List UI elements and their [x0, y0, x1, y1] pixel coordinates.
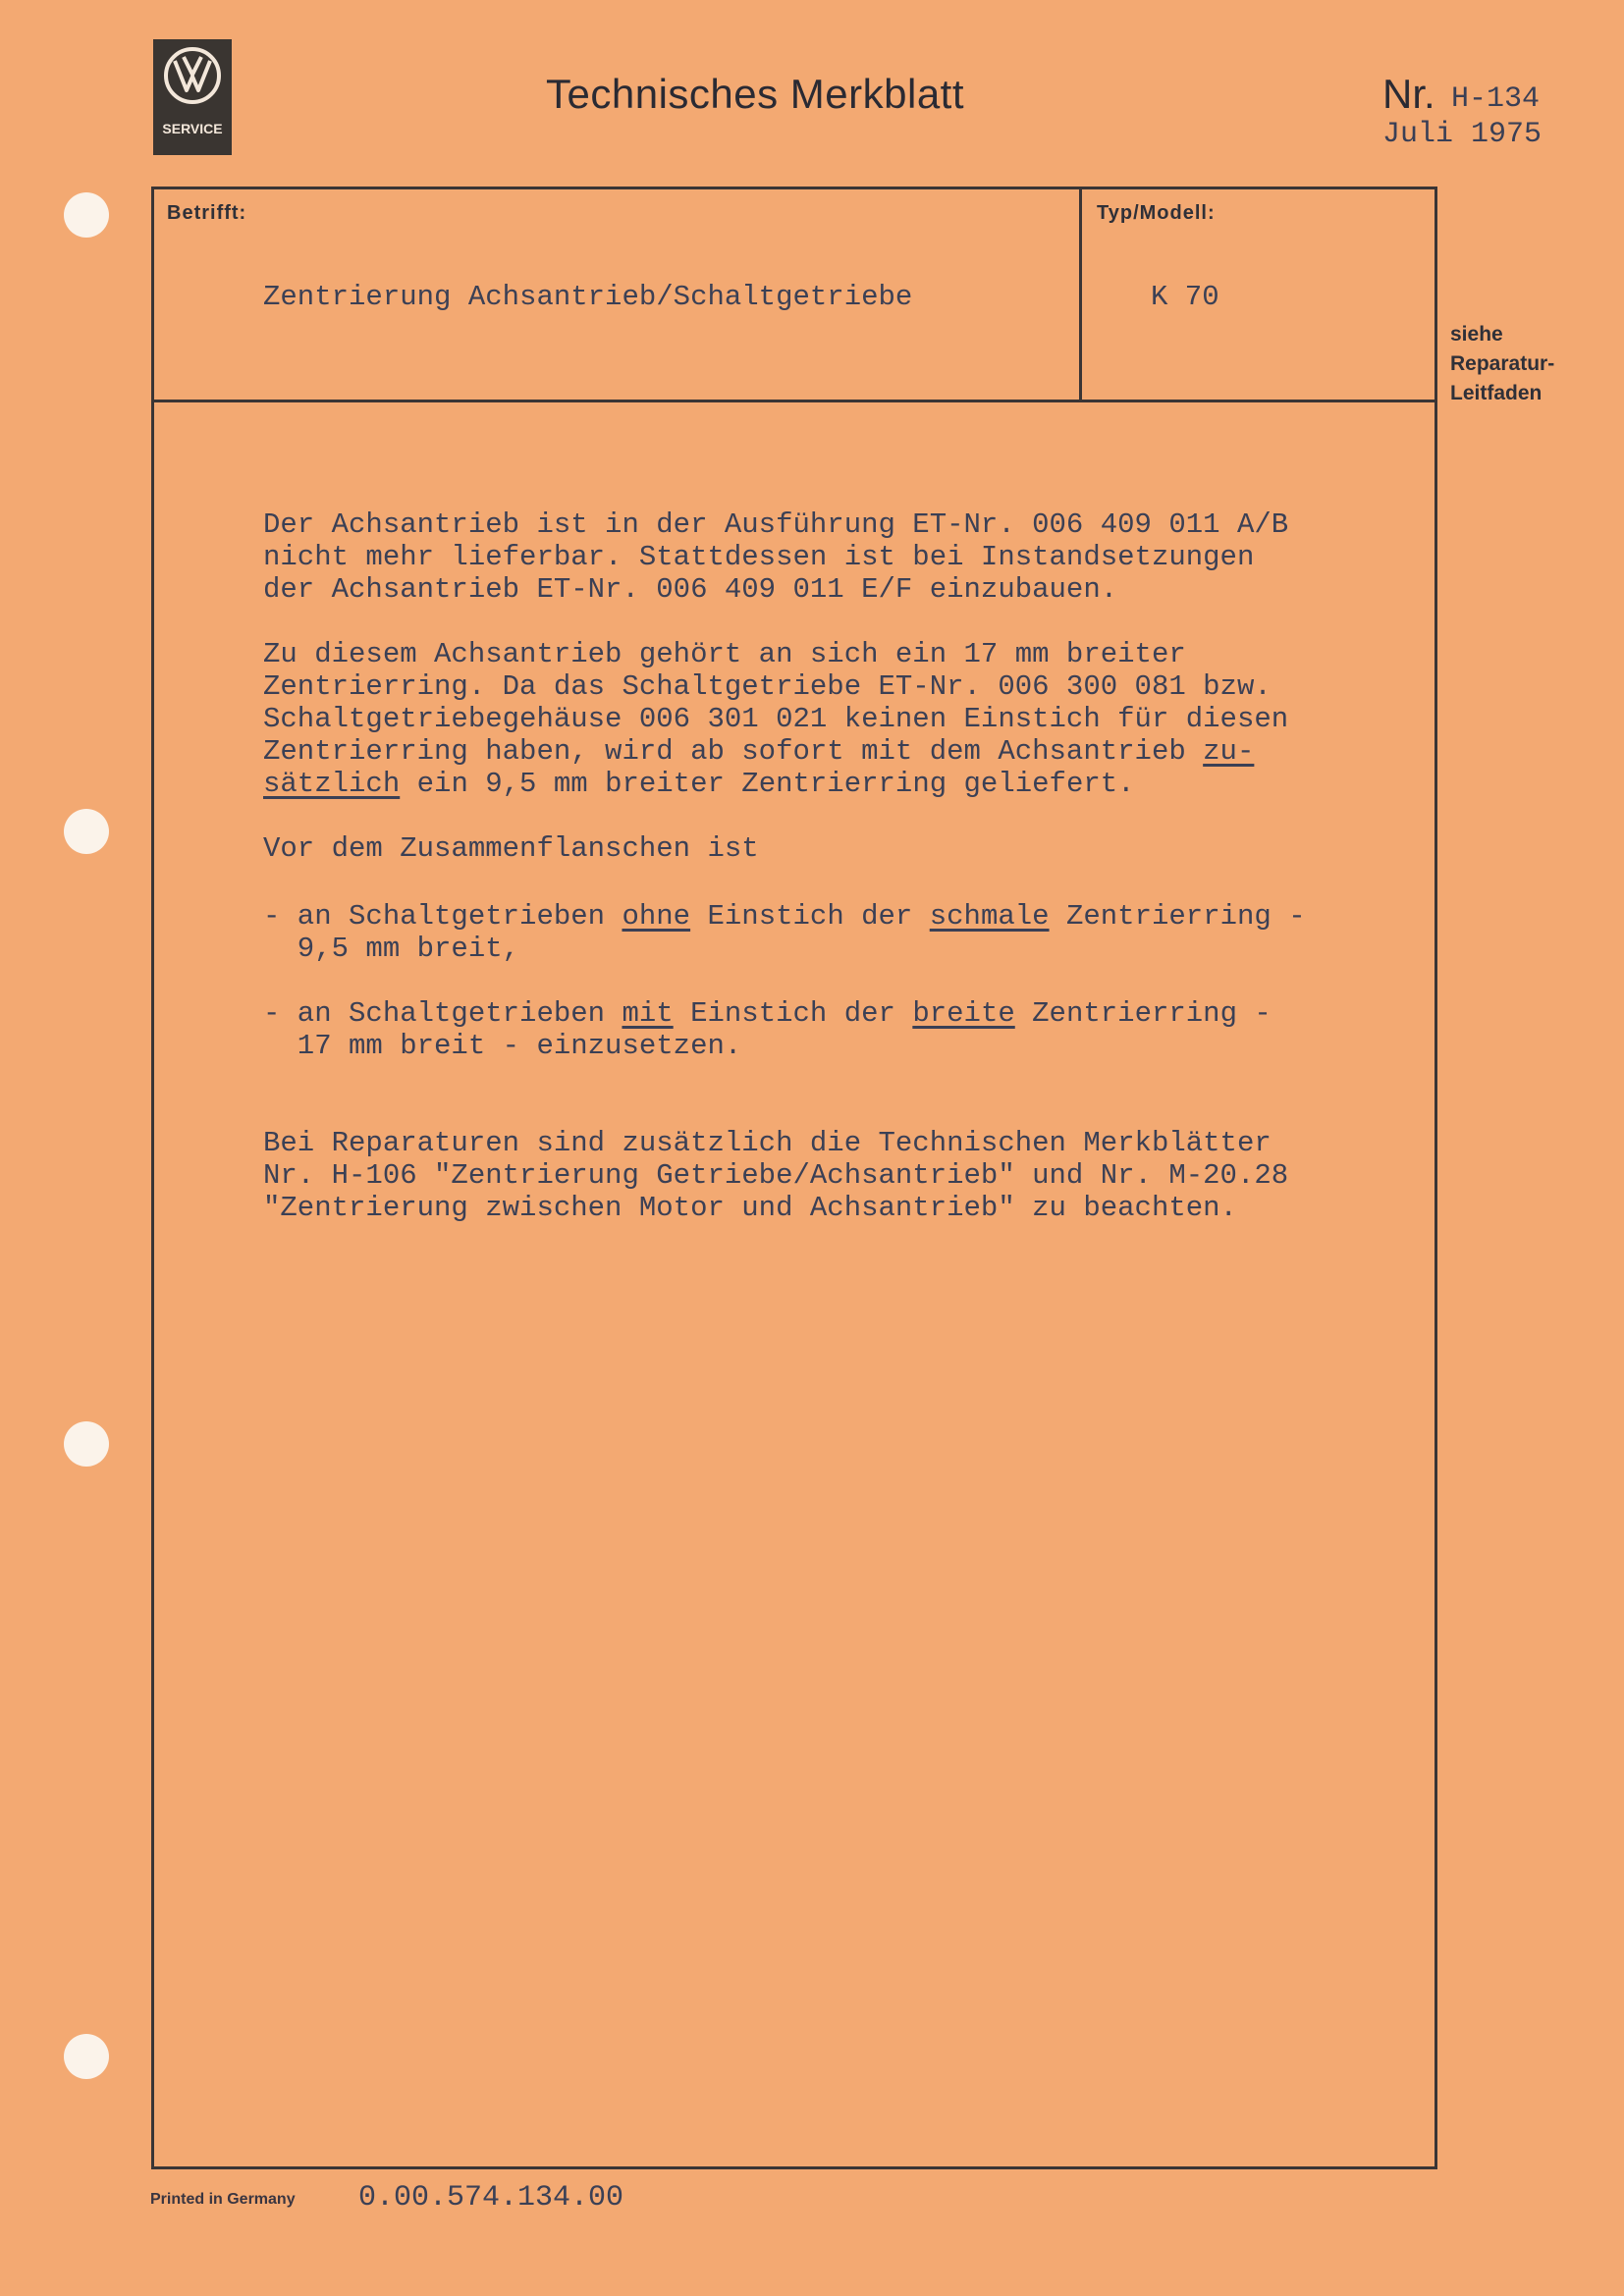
body-text	[263, 508, 1382, 1224]
punch-hole-2	[64, 809, 109, 854]
body-line: Zu diesem Achsantrieb gehört an sich ein 17 mm breiter	[263, 638, 1186, 670]
page-title: Technisches Merkblatt	[546, 71, 965, 117]
bullet-line: 9,5 mm breit,	[263, 933, 520, 965]
subject-label: Betrifft:	[167, 202, 247, 224]
body-text-span: Zentrierring -	[1014, 997, 1272, 1030]
body-text-span: Zentrierring -	[1049, 900, 1306, 933]
underlined-word: breite	[912, 997, 1015, 1030]
body-text-span: Einstich der	[673, 997, 913, 1030]
body-line	[263, 735, 1382, 768]
side-note	[1450, 320, 1554, 408]
printed-in-germany: Printed in Germany	[150, 2191, 296, 2208]
underlined-word: schmale	[929, 900, 1050, 933]
issue-date: Juli 1975	[1382, 118, 1543, 151]
subject-value: Zentrierung Achsantrieb/Schaltgetriebe	[263, 281, 913, 313]
body-text-span: Zentrierring haben, wird ab sofort mit dem Achsantrieb	[263, 735, 1204, 768]
underlined-word: zu-	[1203, 735, 1255, 768]
body-line: "Zentrierung zwischen Motor und Achsantrieb" zu beachten.	[263, 1192, 1237, 1224]
underlined-word: mit	[622, 997, 674, 1030]
body-text-span: ein 9,5 mm breiter Zentrierring geliefert.	[400, 768, 1135, 800]
side-note-line: siehe	[1450, 323, 1503, 346]
column-divider	[1079, 187, 1082, 401]
bullet-line	[263, 997, 1382, 1030]
punch-hole-3	[64, 1421, 109, 1467]
underlined-word: ohne	[622, 900, 691, 933]
side-note-line: Leitfaden	[1450, 382, 1543, 404]
nr-value: H-134	[1451, 82, 1541, 116]
bullet-line	[263, 900, 1382, 933]
body-line: Zentrierring. Da das Schaltgetriebe ET-Nr. 006 300 081 bzw.	[263, 670, 1272, 703]
document-number: 0.00.574.134.00	[358, 2181, 624, 2215]
body-line: Der Achsantrieb ist in der Ausführung ET-Nr. 006 409 011 A/B	[263, 508, 1289, 541]
body-text-span: - an Schaltgetrieben	[263, 900, 623, 933]
side-note-line: Reparatur-	[1450, 352, 1555, 375]
model-label: Typ/Modell:	[1097, 202, 1216, 224]
body-line: Nr. H-106 "Zentrierung Getriebe/Achsantrieb" und Nr. M-20.28	[263, 1159, 1289, 1192]
body-line: der Achsantrieb ET-Nr. 006 409 011 E/F einzubauen.	[263, 573, 1118, 606]
body-line: nicht mehr lieferbar. Stattdessen ist bei Instandsetzungen	[263, 541, 1255, 573]
logo-text: SERVICE	[162, 121, 223, 136]
body-text-span: Einstich der	[690, 900, 930, 933]
nr-label: Nr.	[1382, 71, 1435, 117]
vw-logo-icon	[153, 39, 232, 118]
body-line	[263, 768, 1382, 800]
header-divider	[151, 400, 1437, 402]
body-text-span: - an Schaltgetrieben	[263, 997, 623, 1030]
body-line: Vor dem Zusammenflanschen ist	[263, 832, 759, 865]
punch-hole-4	[64, 2034, 109, 2079]
body-line: Bei Reparaturen sind zusätzlich die Technischen Merkblätter	[263, 1127, 1272, 1159]
underlined-word: sätzlich	[263, 768, 401, 800]
punch-hole-1	[64, 192, 109, 238]
vw-service-logo	[153, 39, 232, 155]
model-value: K 70	[1151, 281, 1219, 313]
bullet-line: 17 mm breit - einzusetzen.	[263, 1030, 742, 1062]
body-line: Schaltgetriebegehäuse 006 301 021 keinen Einstich für diesen	[263, 703, 1289, 735]
